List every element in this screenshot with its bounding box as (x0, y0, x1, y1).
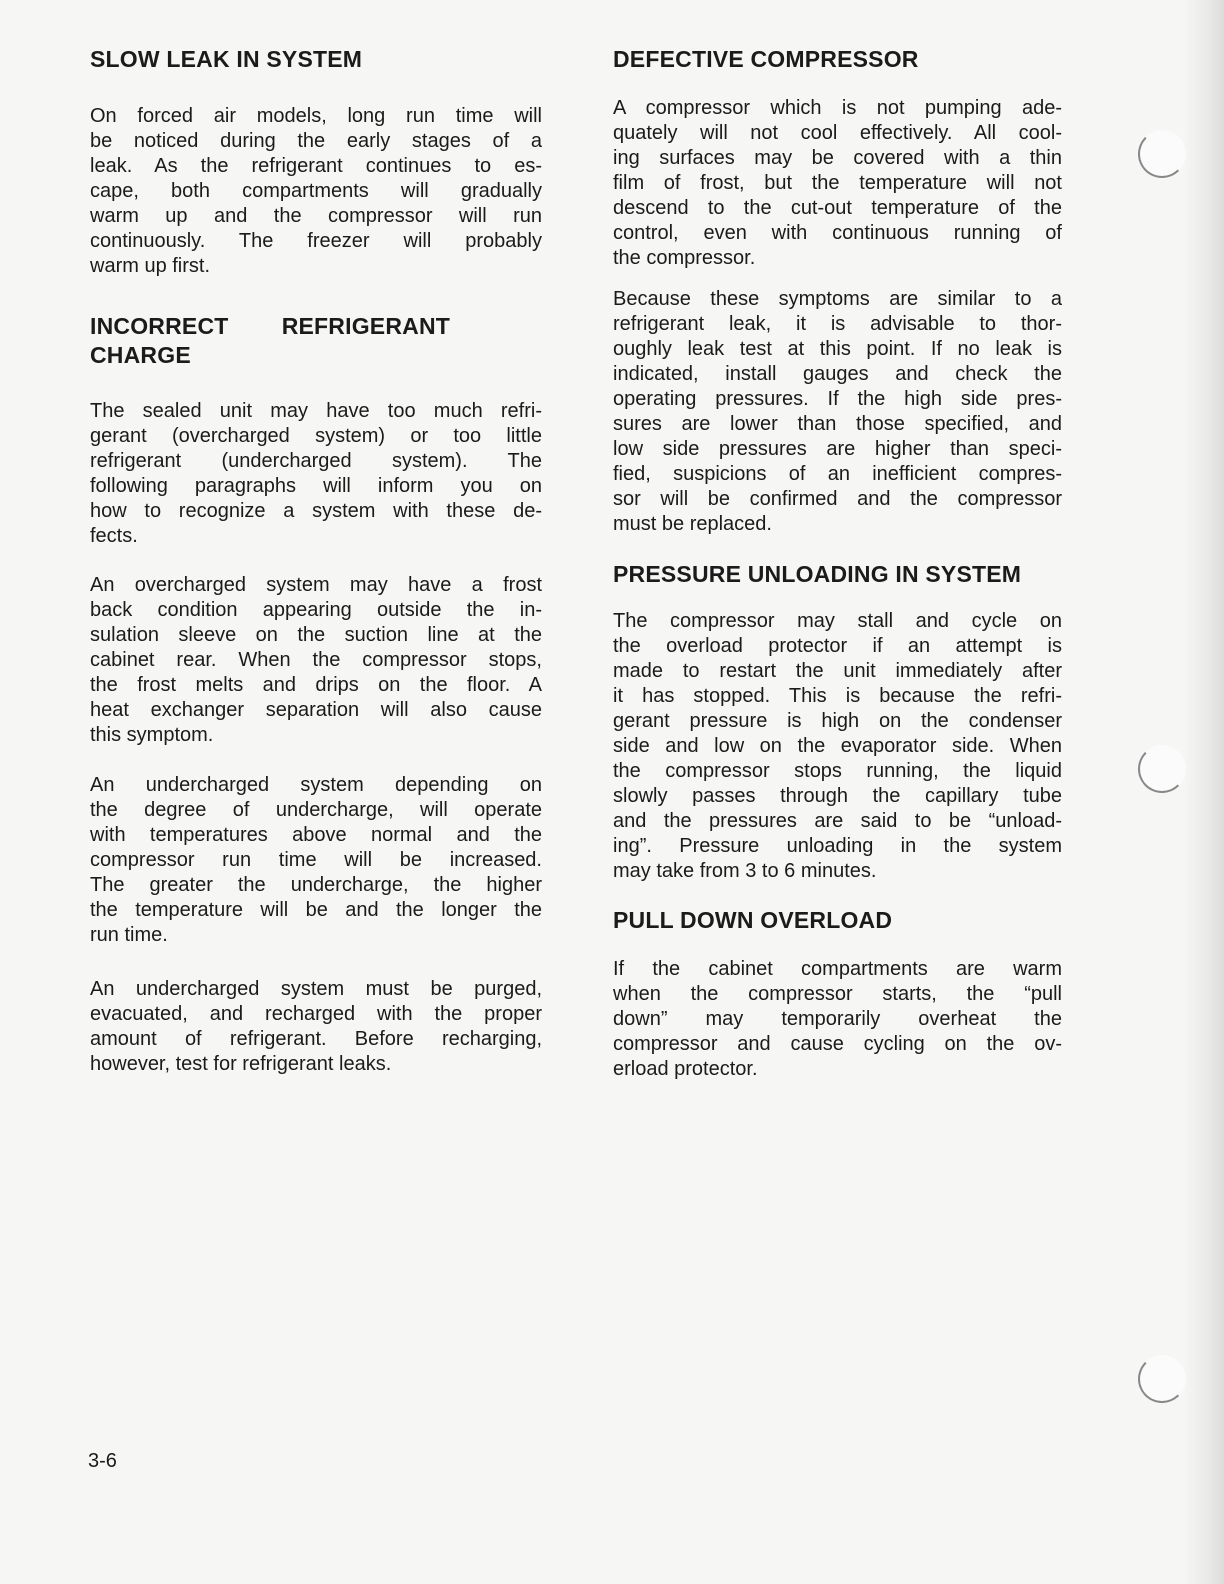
text-line: run time. (90, 924, 168, 946)
text-line: CHARGE (90, 342, 191, 368)
text-line: may take from 3 to 6 minutes. (613, 860, 877, 882)
heading-pressure-unloading: PRESSURE UNLOADING IN SYSTEM (613, 561, 1022, 587)
text-line: the degree of undercharge, will operate (90, 799, 542, 821)
text-line: indicated, install gauges and check the (613, 363, 1062, 385)
punch-hole (1138, 130, 1186, 178)
text-line: the temperature will be and the longer the (90, 899, 542, 921)
text-line: refrigerant leak, it is advisable to thor- (613, 313, 1062, 335)
text-line: down” may temporarily overheat the (613, 1008, 1062, 1030)
punch-hole (1138, 1355, 1186, 1403)
text-line: operating pressures. If the high side pres- (613, 388, 1062, 410)
text-line: gerant pressure is high on the condenser (613, 710, 1062, 732)
text-line: cabinet rear. When the compressor stops, (90, 649, 542, 671)
paragraph (613, 957, 1062, 1082)
text-line: amount of refrigerant. Before recharging, (90, 1028, 542, 1050)
text-line: The greater the undercharge, the higher (90, 874, 542, 896)
text-line: An undercharged system must be purged, (90, 978, 542, 1000)
paragraph (613, 609, 1062, 884)
text-line: An undercharged system depending on (90, 774, 542, 796)
text-line: leak. As the refrigerant continues to es- (90, 155, 542, 177)
punch-hole (1138, 745, 1186, 793)
text-line: gerant (overcharged system) or too little (90, 425, 542, 447)
text-line: and the pressures are said to be “unload- (613, 810, 1062, 832)
heading-defective-compressor: DEFECTIVE COMPRESSOR (613, 46, 919, 72)
text-line: the compressor. (613, 247, 756, 269)
text-line: Because these symptoms are similar to a (613, 288, 1062, 310)
paragraph (90, 977, 542, 1077)
text-line: fied, suspicions of an inefficient compres- (613, 463, 1062, 485)
text-line: warm up and the compressor will run (90, 205, 542, 227)
text-line: must be replaced. (613, 513, 772, 535)
text-line: it has stopped. This is because the refri- (613, 685, 1062, 707)
text-line: An overcharged system may have a frost (90, 574, 542, 596)
text-line: sor will be confirmed and the compressor (613, 488, 1062, 510)
text-line: film of frost, but the temperature will not (613, 172, 1062, 194)
text-line: compressor run time will be increased. (90, 849, 542, 871)
text-line: side and low on the evaporator side. When (613, 735, 1062, 757)
text-line: quately will not cool effectively. All cool- (613, 122, 1062, 144)
heading-slow-leak: SLOW LEAK IN SYSTEM (90, 46, 363, 72)
paragraph (90, 399, 542, 549)
paragraph (90, 573, 542, 748)
text-line: INCORRECT REFRIGERANT (90, 313, 450, 339)
text-line: made to restart the unit immediately after (613, 660, 1062, 682)
text-line: refrigerant (undercharged system). The (90, 450, 542, 472)
text-line: cape, both compartments will gradually (90, 180, 542, 202)
text-line: low side pressures are higher than speci- (613, 438, 1062, 460)
text-line: compressor and cause cycling on the ov- (613, 1033, 1062, 1055)
paragraph (90, 104, 542, 279)
text-line: how to recognize a system with these de- (90, 500, 542, 522)
paragraph (613, 287, 1062, 537)
text-line: sures are lower than those specified, and (613, 413, 1062, 435)
text-line: continuously. The freezer will probably (90, 230, 542, 252)
heading-incorrect-charge (90, 312, 450, 370)
text-line: be noticed during the early stages of a (90, 130, 542, 152)
text-line: sulation sleeve on the suction line at the (90, 624, 542, 646)
text-line: back condition appearing outside the in- (90, 599, 542, 621)
page-edge (1184, 0, 1224, 1584)
text-line: warm up first. (90, 255, 211, 277)
text-line: the compressor stops running, the liquid (613, 760, 1062, 782)
text-line: ing surfaces may be covered with a thin (613, 147, 1062, 169)
text-line: If the cabinet compartments are warm (613, 958, 1062, 980)
heading-pull-down-overload: PULL DOWN OVERLOAD (613, 907, 893, 933)
text-line: fects. (90, 525, 138, 547)
text-line: descend to the cut-out temperature of the (613, 197, 1062, 219)
paragraph (90, 773, 542, 948)
text-line: The compressor may stall and cycle on (613, 610, 1062, 632)
text-line: with temperatures above normal and the (90, 824, 542, 846)
text-line: the frost melts and drips on the floor. A (90, 674, 542, 696)
text-line: slowly passes through the capillary tube (613, 785, 1062, 807)
text-line: control, even with continuous running of (613, 222, 1062, 244)
text-line: On forced air models, long run time will (90, 105, 542, 127)
paragraph (613, 96, 1062, 271)
text-line: erload protector. (613, 1058, 758, 1080)
text-line: ing”. Pressure unloading in the system (613, 835, 1062, 857)
text-line: following paragraphs will inform you on (90, 475, 542, 497)
text-line: The sealed unit may have too much refri- (90, 400, 542, 422)
text-line: oughly leak test at this point. If no leak is (613, 338, 1062, 360)
text-line: the overload protector if an attempt is (613, 635, 1062, 657)
text-line: heat exchanger separation will also cause (90, 699, 542, 721)
text-line: A compressor which is not pumping ade- (613, 97, 1062, 119)
page-number: 3-6 (88, 1450, 117, 1472)
text-line: when the compressor starts, the “pull (613, 983, 1062, 1005)
text-line: evacuated, and recharged with the proper (90, 1003, 542, 1025)
text-line: however, test for refrigerant leaks. (90, 1053, 392, 1075)
text-line: this symptom. (90, 724, 214, 746)
